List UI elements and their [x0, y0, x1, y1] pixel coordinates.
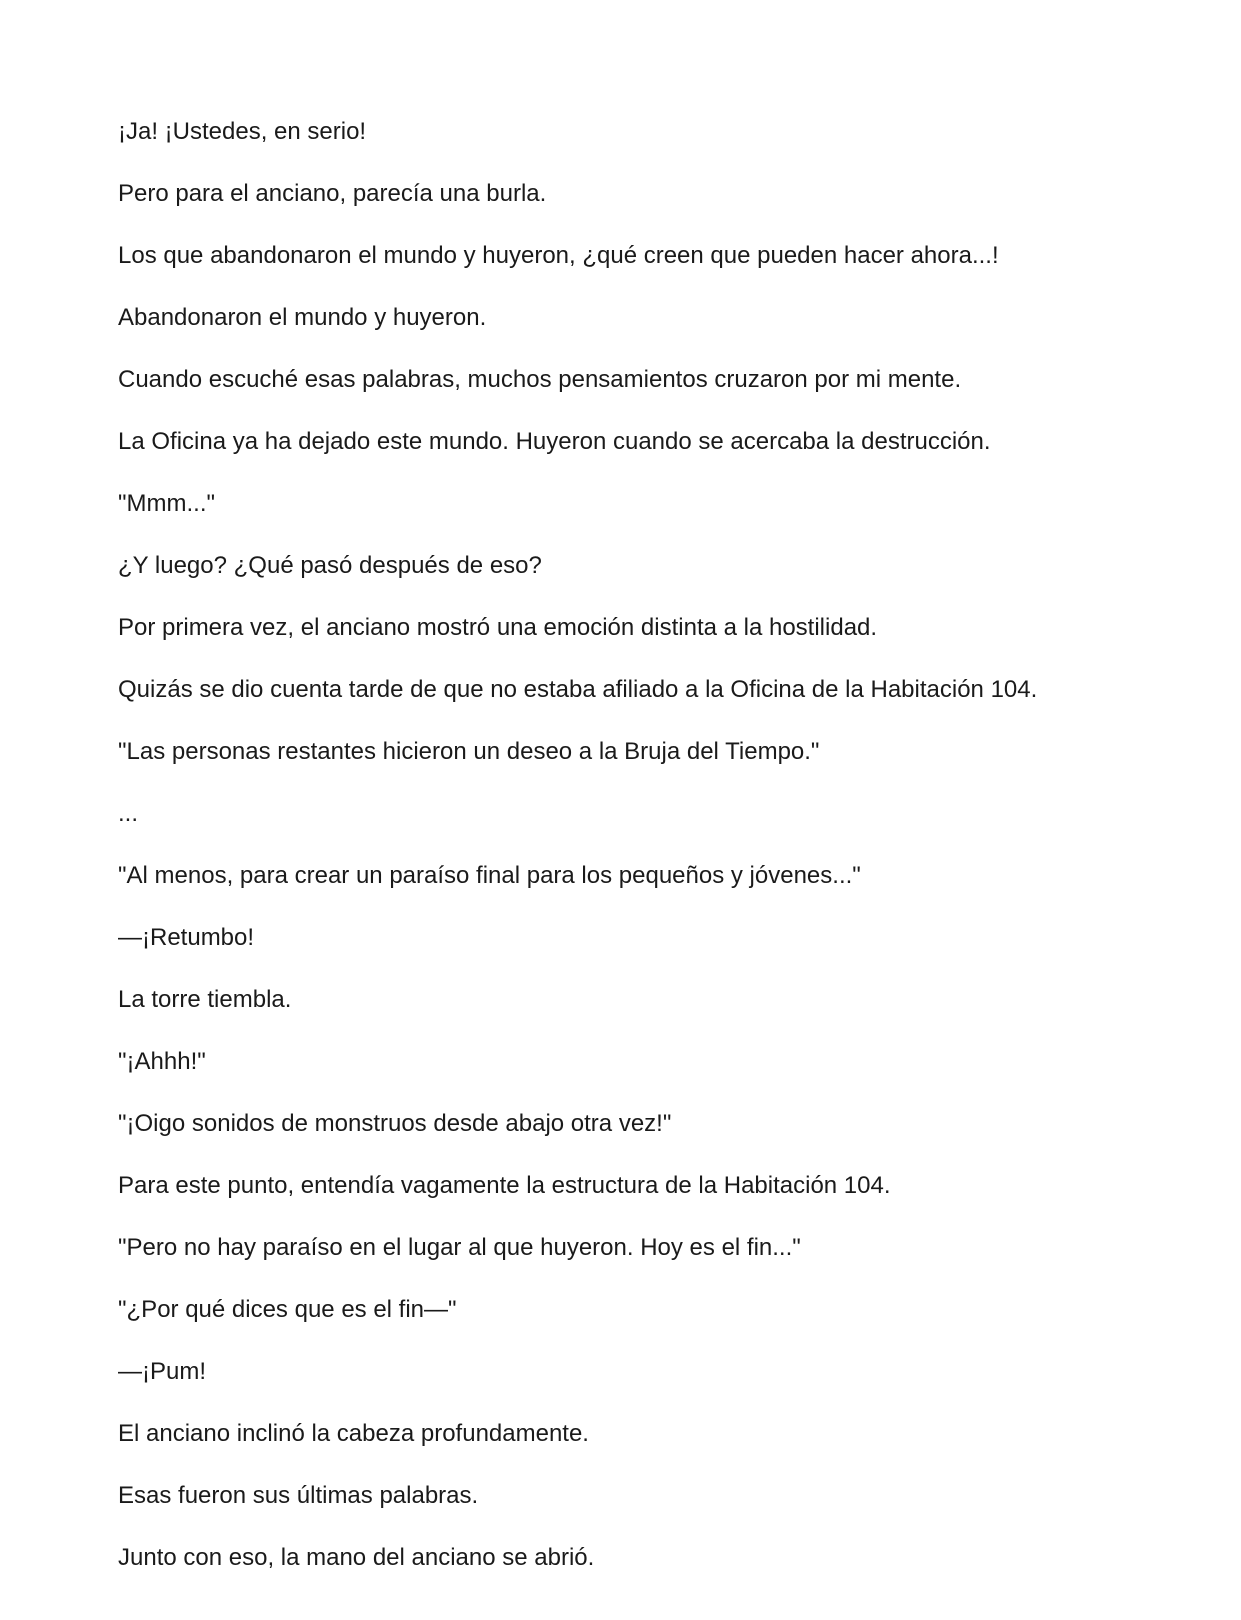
paragraph: ¡Ja! ¡Ustedes, en serio! — [118, 118, 367, 145]
paragraph: ... — [118, 800, 139, 827]
paragraph: La torre tiembla. — [118, 986, 292, 1013]
paragraph: "Al menos, para crear un paraíso final para los pequeños y jóvenes..." — [118, 862, 861, 889]
paragraph: Pero para el anciano, parecía una burla. — [118, 180, 547, 207]
paragraph: Para este punto, entendía vagamente la estructura de la Habitación 104. — [118, 1172, 891, 1199]
paragraph: Junto con eso, la mano del anciano se abrió. — [118, 1544, 595, 1571]
paragraph: "Las personas restantes hicieron un deseo a la Bruja del Tiempo." — [118, 738, 820, 765]
text-body — [118, 116, 1118, 1604]
paragraph: ¿Y luego? ¿Qué pasó después de eso? — [118, 552, 542, 579]
paragraph: —¡Retumbo! — [118, 924, 255, 951]
paragraph: "¿Por qué dices que es el fin—" — [118, 1296, 457, 1323]
paragraph: El anciano inclinó la cabeza profundamente. — [118, 1420, 589, 1447]
paragraph: "¡Oigo sonidos de monstruos desde abajo otra vez!" — [118, 1110, 672, 1137]
paragraph: Por primera vez, el anciano mostró una emoción distinta a la hostilidad. — [118, 614, 878, 641]
paragraph: Abandonaron el mundo y huyeron. — [118, 304, 487, 331]
paragraph: La Oficina ya ha dejado este mundo. Huyeron cuando se acercaba la destrucción. — [118, 428, 991, 455]
paragraph: Los que abandonaron el mundo y huyeron, ¿qué creen que pueden hacer ahora...! — [118, 242, 999, 269]
paragraph: Esas fueron sus últimas palabras. — [118, 1482, 479, 1509]
paragraph: "Mmm..." — [118, 490, 216, 517]
paragraph: "Pero no hay paraíso en el lugar al que huyeron. Hoy es el fin..." — [118, 1234, 801, 1261]
paragraph: Cuando escuché esas palabras, muchos pensamientos cruzaron por mi mente. — [118, 366, 962, 393]
paragraph: "¡Ahhh!" — [118, 1048, 206, 1075]
paragraph: —¡Pum! — [118, 1358, 207, 1385]
paragraph: Quizás se dio cuenta tarde de que no estaba afiliado a la Oficina de la Habitación 104. — [118, 676, 1038, 703]
